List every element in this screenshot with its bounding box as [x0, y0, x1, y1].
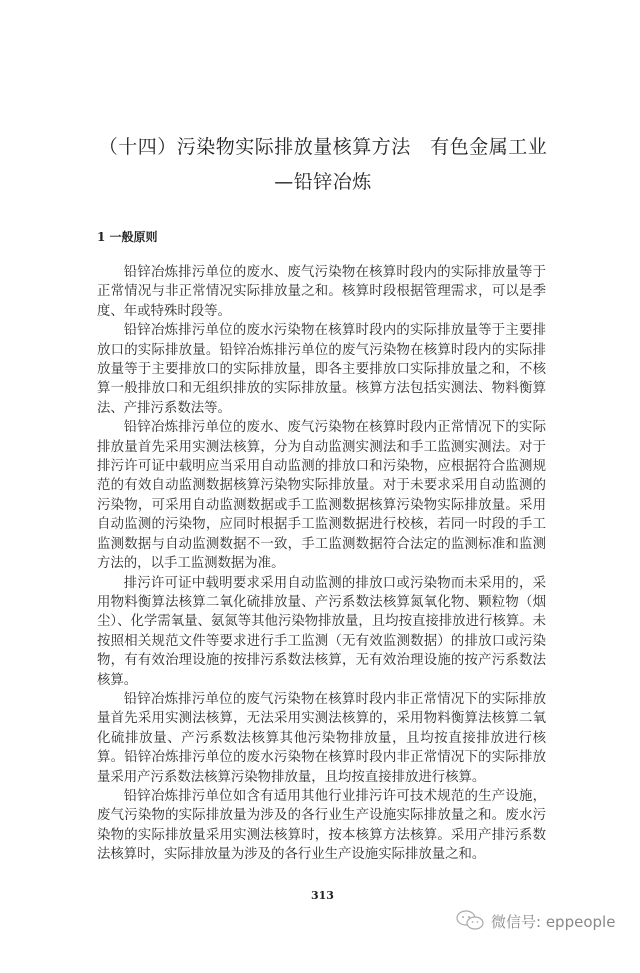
paragraph: 铅锌冶炼排污单位的废水、废气污染物在核算时段内正常情况下的实际排放量首先采用实测法核算，分为自动监测实测法和手工监测实测法。对于排污许可证中载明应当采用自动监测的排放口和污染物，应根据符合监测规范的有效自动监测数据核算污染物实际排放量。对于未要求采用自动监测的污染物，可采用自动监测数据或手工监测数据核算污染物实际排放量。采用自动监测的污染物，应同时根据手工监测数据进行校核，若同一时段的手工监测数据与自动监测数据不一致，手工监测数据符合法定的监测标准和监测方法的，以手工监测数据为准。 [97, 420, 546, 572]
paragraph: 排污许可证中载明要求采用自动监测的排放口或污染物而未采用的，采用物料衡算法核算二氧化硫排放量、产污系数法核算氮氧化物、颗粒物（烟尘）、化学需氧量、氨氮等其他污染物排放量，且均按直接排放进行核算。未按照相关规范文件等要求进行手工监测（无有效监测数据）的排放口或污染物，有有效治理设施的按排污系数法核算，无有效治理设施的按产污系数法核算。 [97, 575, 546, 688]
page-number: 313 [311, 888, 334, 902]
page-title: （十四）污染物实际排放量核算方法 有色金属工业 [98, 136, 548, 158]
page-footer [97, 865, 616, 961]
watermark [455, 909, 615, 936]
watermark-text: 微信号: eppeople [491, 913, 616, 932]
wechat-icon [455, 909, 485, 936]
section-heading: 1 一般原则 [97, 230, 158, 244]
paragraph: 铅锌冶炼排污单位的废水、废气污染物在核算时段内的实际排放量等于正常情况与非正常情况实际排放量之和。核算时段根据管理需求，可以是季度、年或特殊时段等。 [97, 265, 546, 319]
paragraph: 铅锌冶炼排污单位的废气污染物在核算时段内非正常情况下的实际排放量首先采用实测法核算，无法采用实测法核算的，采用物料衡算法核算二氧化硫排放量、产污系数法核算其他污染物排放量，且均按直接排放进行核算。铅锌冶炼排污单位的废水污染物在核算时段内非正常情况下的实际排放量采用产污系数法核算污染物排放量，且均按直接排放进行核算。 [97, 691, 546, 785]
page-subtitle: —铅锌冶炼 [274, 171, 372, 193]
body-text [97, 263, 546, 865]
paragraph: 铅锌冶炼排污单位的废水污染物在核算时段内的实际排放量等于主要排放口的实际排放量。铅锌冶炼排污单位的废气污染物在核算时段内的实际排放量等于主要排放口的实际排放量，即各主要排放口实际排放量之和，不核算一般排放口和无组织排放的实际排放量。核算方法包括实测法、物料衡算法、产排污系数法等。 [97, 323, 546, 416]
paragraph: 铅锌冶炼排污单位如含有适用其他行业排污许可技术规范的生产设施，废气污染物的实际排放量为涉及的各行业生产设施实际排放量之和。废水污染物的实际排放量采用实测法核算时，按本核算方法核算。采用产排污系数法核算时，实际排放量为涉及的各行业生产设施实际排放量之和。 [97, 788, 546, 863]
